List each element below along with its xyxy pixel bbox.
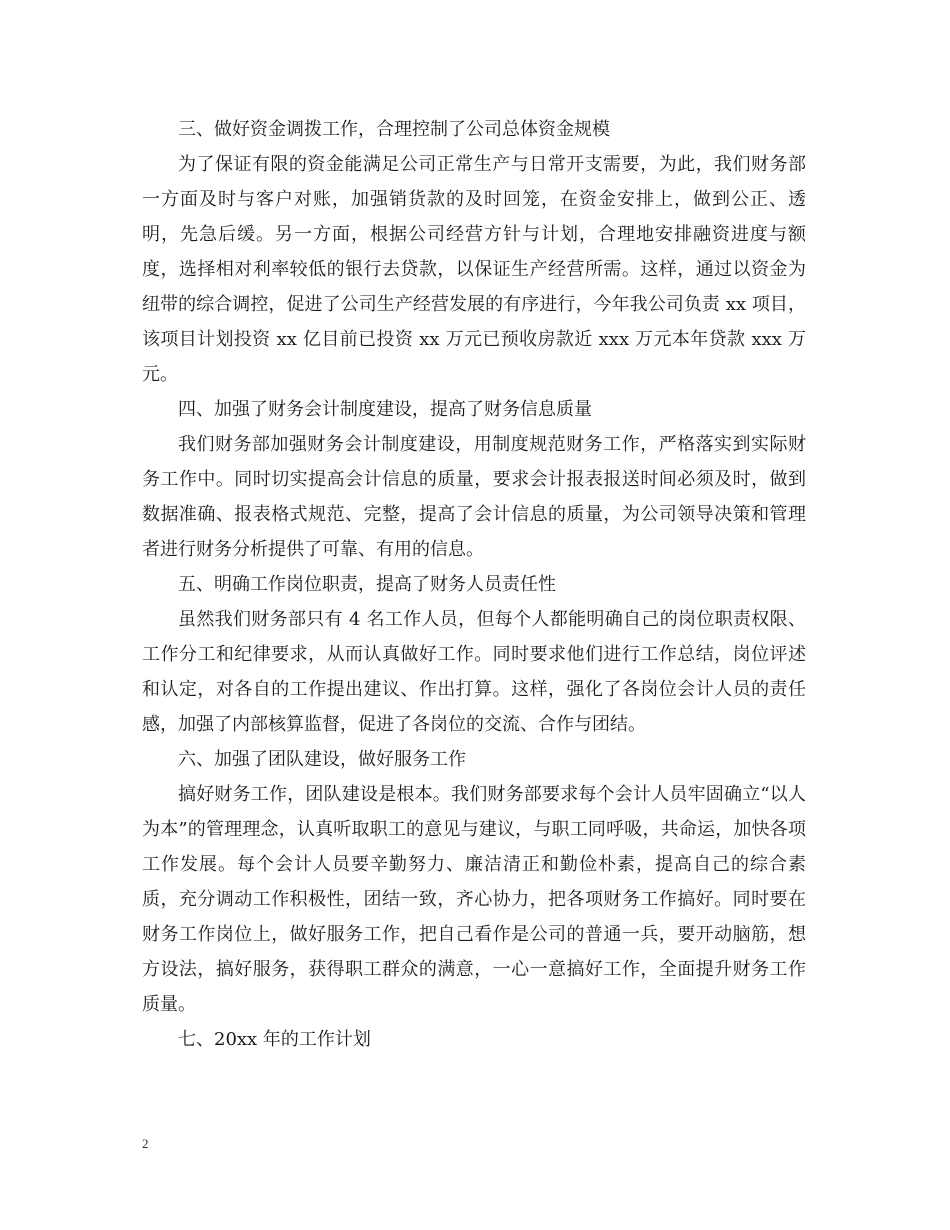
page-number: 2 [142,1136,149,1151]
document-body [142,112,806,1057]
section-paragraph-3: 为了保证有限的资金能满足公司正常生产与日常开支需要，为此，我们财务部一方面及时与客户对账，加强销货款的及时回笼，在资金安排上，做到公正、透明，先急后缓。另一方面，根据公司经营方针与计划，合理地安排融资进度与额度，选择相对利率较低的银行去贷款，以保证生产经营所需。这样，通过以资金为纽带的综合调控，促进了公司生产经营发展的有序进行，今年我公司负责 xx 项目，该项目计划投资 xx 亿目前已投资 xx 万元已预收房款近 xxx 万元本年贷款 xxx 万元。 [142,154,806,385]
section-heading-5: 五、明确工作岗位职责，提高了财务人员责任性 [178,574,556,595]
section-heading-6: 六、加强了团队建设，做好服务工作 [178,749,466,770]
section-heading-7: 七、20xx 年的工作计划 [178,1029,371,1050]
section-heading-4: 四、加强了财务会计制度建设，提高了财务信息质量 [178,399,592,420]
section-paragraph-5: 虽然我们财务部只有 4 名工作人员，但每个人都能明确自己的岗位职责权限、工作分工和纪律要求，从而认真做好工作。同时要求他们进行工作总结，岗位评述和认定，对各自的工作提出建议、作出打算。这样，强化了各岗位会计人员的责任感，加强了内部核算监督，促进了各岗位的交流、合作与团结。 [142,609,806,735]
section-paragraph-4: 我们财务部加强财务会计制度建设，用制度规范财务工作，严格落实到实际财务工作中。同时切实提高会计信息的质量，要求会计报表报送时间必须及时，做到数据准确、报表格式规范、完整，提高了会计信息的质量，为公司领导决策和管理者进行财务分析提供了可靠、有用的信息。 [142,434,806,560]
section-heading-3: 三、做好资金调拨工作，合理控制了公司总体资金规模 [178,119,610,140]
section-paragraph-6: 搞好财务工作，团队建设是根本。我们财务部要求每个会计人员牢固确立“以人为本”的管理理念，认真听取职工的意见与建议，与职工同呼吸，共命运，加快各项工作发展。每个会计人员要辛勤努力、廉洁清正和勤俭朴素，提高自己的综合素质，充分调动工作积极性，团结一致，齐心协力，把各项财务工作搞好。同时要在财务工作岗位上，做好服务工作，把自己看作是公司的普通一兵，要开动脑筋，想方设法，搞好服务，获得职工群众的满意，一心一意搞好工作，全面提升财务工作质量。 [142,784,806,1015]
